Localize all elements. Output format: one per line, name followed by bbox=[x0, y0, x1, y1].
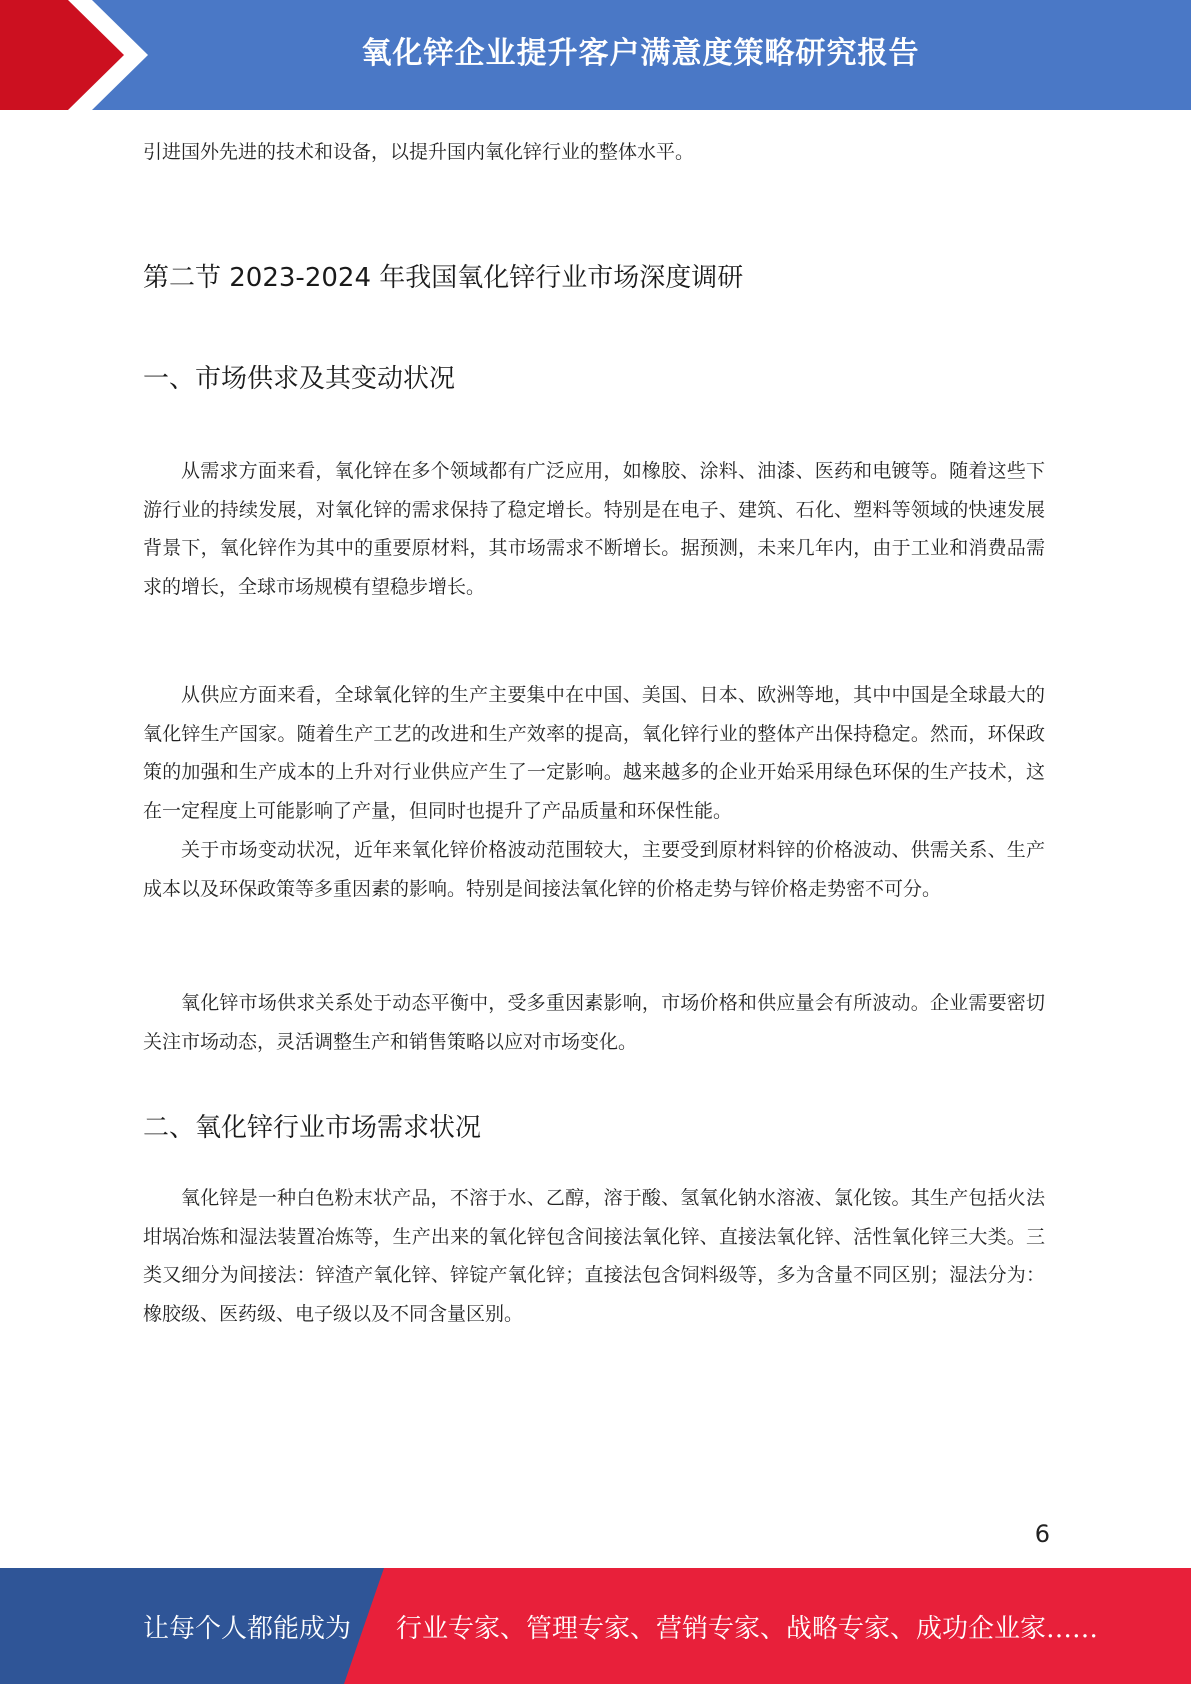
paragraph-supply: 从供应方面来看，全球氧化锌的生产主要集中在中国、美国、日本、欧洲等地，其中中国是全球最大的氧化锌生产国家。随着生产工艺的改进和生产效率的提高，氧化锌行业的整体产出保持稳定。然而，环保政策的加强和生产成本的上升对行业供应产生了一定影响。越来越多的企业开始采用绿色环保的生产技术，这在一定程度上可能影响了产量，但同时也提升了产品质量和环保性能。 bbox=[143, 684, 1045, 822]
section-heading: 第二节 2023-2024 年我国氧化锌行业市场深度调研 bbox=[143, 263, 744, 293]
page-number: 6 bbox=[1034, 1520, 1050, 1548]
paragraph-demand: 从需求方面来看，氧化锌在多个领域都有广泛应用，如橡胶、涂料、油漆、医药和电镀等。随着这些下游行业的持续发展，对氧化锌的需求保持了稳定增长。特别是在电子、建筑、石化、塑料等领域的快速发展背景下，氧化锌作为其中的重要原材料，其市场需求不断增长。据预测，未来几年内，由于工业和消费品需求的增长，全球市场规模有望稳步增长。 bbox=[143, 460, 1045, 598]
paragraph-market-changes: 关于市场变动状况，近年来氧化锌价格波动范围较大，主要受到原材料锌的价格波动、供需关系、生产成本以及环保政策等多重因素的影响。特别是间接法氧化锌的价格走势与锌价格走势密不可分。 bbox=[143, 839, 1045, 900]
report-title: 氧化锌企业提升客户满意度策略研究报告 bbox=[361, 36, 920, 71]
subsection-heading-market-demand: 二、氧化锌行业市场需求状况 bbox=[143, 1113, 482, 1143]
paragraph-balance: 氧化锌市场供求关系处于动态平衡中，受多重因素影响，市场价格和供应量会有所波动。企业需要密切关注市场动态，灵活调整生产和销售策略以应对市场变化。 bbox=[143, 992, 1045, 1053]
subsection-heading-supply-demand: 一、市场供求及其变动状况 bbox=[143, 364, 456, 394]
intro-tail-paragraph: 引进国外先进的技术和设备，以提升国内氧化锌行业的整体水平。 bbox=[143, 141, 695, 163]
footer-slogan-left: 让每个人都能成为 bbox=[143, 1613, 352, 1644]
paragraph-product-description: 氧化锌是一种白色粉末状产品，不溶于水、乙醇，溶于酸、氢氧化钠水溶液、氯化铵。其生产包括火法坩埚冶炼和湿法装置冶炼等，生产出来的氧化锌包含间接法氧化锌、直接法氧化锌、活性氧化锌三大类。三类又细分为间接法：锌渣产氧化锌、锌锭产氧化锌；直接法包含饲料级等，多为含量不同区别；湿法分为：橡胶级、医药级、电子级以及不同含量区别。 bbox=[143, 1187, 1045, 1325]
footer-slogan-right: 行业专家、管理专家、营销专家、战略专家、成功企业家…… bbox=[396, 1613, 1099, 1644]
page-header bbox=[0, 0, 1191, 110]
page-footer bbox=[0, 1568, 1191, 1684]
